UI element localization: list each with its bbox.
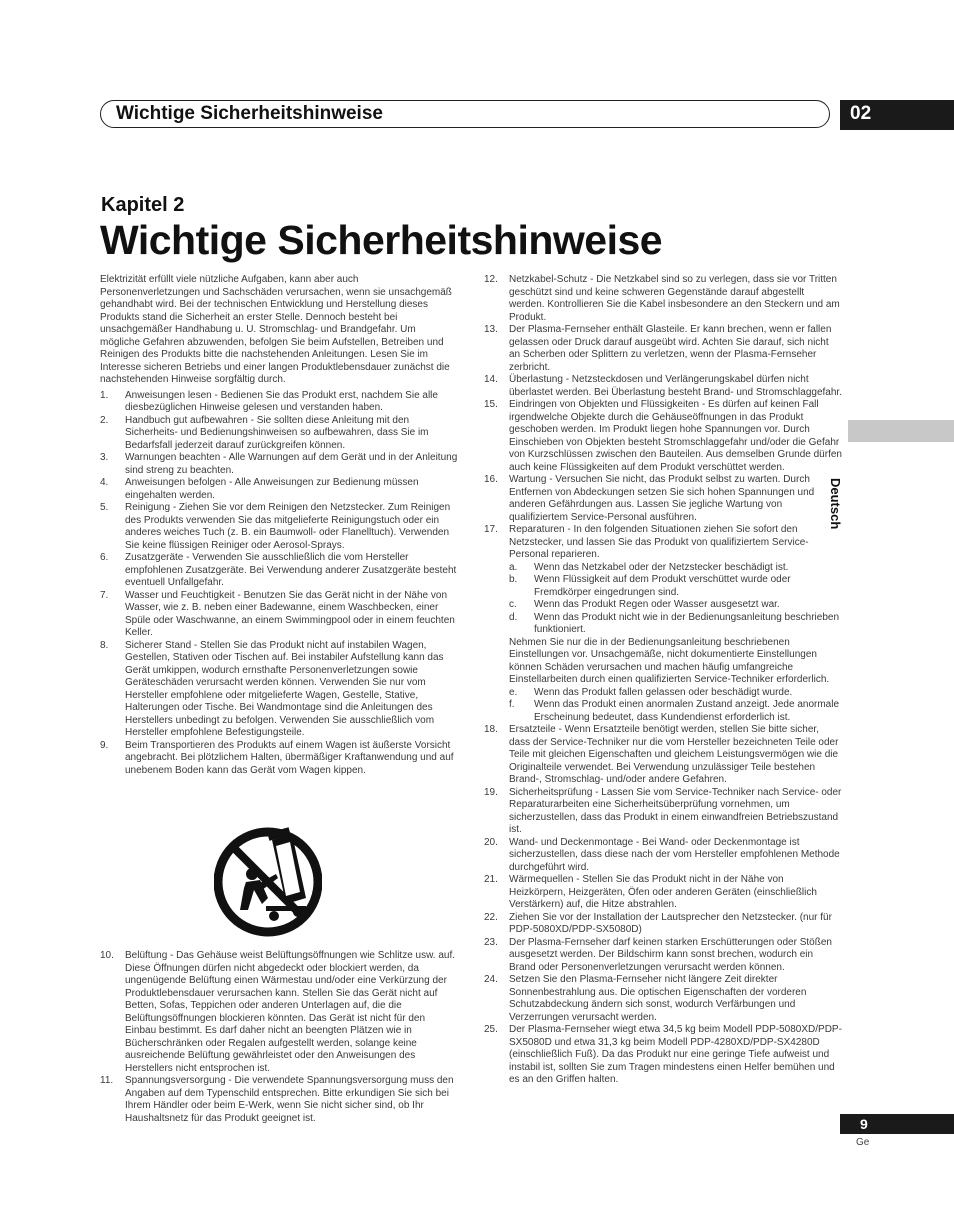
list-item (484, 374, 842, 399)
list-item (484, 1024, 842, 1087)
list-item-number: e. (509, 686, 518, 698)
list-item-text: Ziehen Sie vor der Installation der Lautsprecher den Netzstecker. (nur für PDP-5080XD/PDP-SX5080D) (509, 911, 832, 935)
list-item-number: 1. (100, 389, 109, 401)
sub-list-item (509, 612, 842, 637)
list-item (484, 474, 842, 524)
list-item-text: Reinigung - Ziehen Sie vor dem Reinigen den Netzstecker. Zum Reinigen des Produkts verwenden Sie das mitgelieferte Reinigungstuch oder ein anderes weiches Tuch (z. B. ein Baumwoll- oder Flanelltuch). Verwenden Sie keine flüssigen Reiniger oder Aerosol-Sprays. (125, 502, 451, 551)
list-item-number: 15. (484, 399, 498, 410)
list-item (484, 787, 842, 837)
list-item-text: Zusatzgeräte - Verwenden Sie ausschließlich die vom Hersteller empfohlenen Zusatzgeräte. Bei Verwendung anderer Zusatzgeräte besteht eventuell Unfallgefahr. (125, 552, 457, 588)
cart-tip-over-warning-icon (214, 818, 322, 938)
safety-list-18-25 (484, 724, 842, 1087)
list-item (484, 974, 842, 1024)
list-item (484, 912, 842, 937)
list-item-text: Reparaturen - In den folgenden Situationen ziehen Sie sofort den Netzstecker, und lassen Sie das Produkt von qualifiziertem Service-Personal reparieren. (509, 524, 809, 560)
sub-list-item (509, 562, 842, 575)
list-item-number: 5. (100, 502, 109, 513)
list-item-text: Der Plasma-Fernseher darf keinen starken Erschütterungen oder Stößen ausgesetzt werden. Der Bildschirm kann sonst brechen, wodurch ein Brand oder Personenverletzungen verursacht werden können. (509, 936, 832, 973)
list-item-text: Handbuch gut aufbewahren - Sie sollten diese Anleitung mit den Sicherheits- und Bedienungshinweisen so aufbewahren, dass Sie im Bedarfsfall jederzeit darauf zurückgreifen können. (125, 414, 429, 451)
safety-list-1-9 (100, 390, 458, 778)
sub-list-item (509, 574, 842, 599)
sub-list-item (509, 599, 842, 612)
list-item-number: 16. (484, 474, 498, 485)
list-item-text: Wenn das Produkt fallen gelassen oder beschädigt wurde. (534, 686, 793, 698)
list-item (484, 874, 842, 912)
list-item (484, 524, 842, 562)
list-item (484, 937, 842, 975)
list-item-text: Wartung - Versuchen Sie nicht, das Produkt selbst zu warten. Durch Entfernen von Abdeckungen setzen Sie sich hohen Spannungen und anderen Gefährdungen aus. Lassen Sie jegliche Wartung von qualifiziertem Service-Personal ausführen. (509, 474, 815, 523)
list-item-text: Sicherheitsprüfung - Lassen Sie vom Service-Techniker nach Service- oder Reparaturarbeiten eine Sicherheitsüberprüfung vornehmen, um sicherzustellen, dass das Produkt in einem einwandfreien Betriebszustand ist. (509, 786, 842, 835)
list-item-number: f. (509, 699, 515, 710)
list-item-text: Der Plasma-Fernseher enthält Glasteile. Er kann brechen, wenn er fallen gelassen oder Druck darauf ausgeübt wird. Achten Sie darauf, sich nicht an Scherben oder Splittern zu verletzen, wenn der Plasma-Fernseher zerbricht. (509, 324, 832, 373)
list-item-number: 25. (484, 1024, 498, 1035)
list-item-number: 22. (484, 911, 498, 923)
page-title: Wichtige Sicherheitshinweise (100, 217, 663, 263)
list-item-text: Wenn das Produkt nicht wie in der Bedienungsanleitung beschrieben funktioniert. (534, 611, 840, 635)
list-item (100, 415, 458, 453)
list-item-number: 2. (100, 414, 109, 426)
list-item (100, 552, 458, 590)
list-item-text: Spannungsversorgung - Die verwendete Spannungsversorgung muss den Angaben auf dem Typenschild entsprechen. Bitte erkundigen Sie sich bei Ihrem Händler oder beim E-Werk, wenn Sie nicht sicher sind, ob Ihr Haushaltsnetz für das Produkt geeignet ist. (125, 1075, 454, 1124)
list-item-number: b. (509, 574, 518, 585)
list-item-text: Überlastung - Netzsteckdosen und Verlängerungskabel dürfen nicht überlastet werden. Bei Überlastung besteht Brand- und Stromschlaggefahr. (509, 374, 842, 398)
intro-paragraph: Elektrizität erfüllt viele nützliche Aufgaben, kann aber auch Personenverletzungen und Sachschäden verursachen, wenn sie unsachgemäß gehandhabt wird. Bei der technischen Entwicklung und Herstellung dieses Produkts stand die Sicherheit an erster Stelle. Dennoch besteht bei unsachgemäßer Handhabung u. U. Stromschlag- und Brandgefahr. Um mögliche Gefahren abzuwenden, befolgen Sie beim Aufstellen, Betreiben und Reinigen des Produkts bitte die nachstehenden Anleitungen. Lesen Sie im Interesse sicheren Betriebs und einer langen Produktlebensdauer zunächst die nachstehenden Hinweise sorgfältig durch. (100, 274, 452, 385)
list-item (100, 740, 458, 778)
list-item-number: 18. (484, 724, 498, 735)
list-item (100, 590, 458, 640)
chapter-number: 02 (850, 103, 872, 124)
list-item-number: 11. (100, 1075, 114, 1086)
list-item (484, 724, 842, 787)
list-item-number: 13. (484, 324, 498, 335)
left-column (100, 274, 458, 777)
list-item-text: Warnungen beachten - Alle Warnungen auf dem Gerät und in der Anleitung sind streng zu beachten. (125, 452, 458, 476)
list-item-text: Ersatzteile - Wenn Ersatzteile benötigt werden, stellen Sie bitte sicher, dass der Service-Techniker nur die vom Hersteller bezeichneten Teile oder Teile mit gleichen Eigenschaften und gleichem Leistungsvermögen wie die Originalteile verwendet. Bei Verwendung unzulässiger Teile bestehen Brand-, Stromschlag- und/oder andere Gefahren. (509, 724, 839, 785)
page-language-code: Ge (856, 1137, 870, 1148)
safety-list-10-11 (100, 950, 458, 1125)
list-item-text: Anweisungen befolgen - Alle Anweisungen zur Bedienung müssen eingehalten werden. (125, 477, 419, 501)
sub-list-item (509, 687, 842, 700)
list-item-text: Beim Transportieren des Produkts auf einem Wagen ist äußerste Vorsicht angebracht. Bei plötzlichem Halten, übermäßiger Kraftanwendung und auf unebenem Boden kann das Gerät vom Wagen kippen. (125, 739, 454, 776)
list-item-text: Eindringen von Objekten und Flüssigkeiten - Es dürfen auf keinen Fall irgendwelche Objekte durch die Gehäuseöffnungen in das Produkt geschoben werden. Im Produkt liegen hohe Spannungen vor. Durch Einschieben von Objekten besteht Stromschlaggefahr und/oder die Gefahr von Kurzschlüssen zwischen den Bauteilen. Aus demselben Grunde dürfen auch keine Flüssigkeiten auf dem Produkt verschüttet werden. (509, 399, 842, 473)
list-item-text: Setzen Sie den Plasma-Fernseher nicht längere Zeit direkter Sonnenbestrahlung aus. Die optischen Eigenschaften der vorderen Schutzabdeckung ändern sich sonst, wodurch Verfärbungen und Verzerrungen verursacht werden. (509, 974, 807, 1023)
list-item-text: Wenn das Netzkabel oder der Netzstecker beschädigt ist. (534, 561, 789, 573)
list-item (100, 502, 458, 552)
list-item (100, 452, 458, 477)
list-item (484, 399, 842, 474)
list-item (100, 477, 458, 502)
list-item (100, 950, 458, 1075)
right-column (484, 274, 842, 1087)
chapter-label: Kapitel 2 (101, 194, 185, 216)
list-item-number: 12. (484, 274, 498, 285)
list-item-number: 9. (100, 739, 109, 751)
list-item-number: 7. (100, 589, 109, 601)
list-item-number: 4. (100, 477, 109, 488)
list-item-number: a. (509, 561, 518, 573)
list-item-text: Sicherer Stand - Stellen Sie das Produkt nicht auf instabilen Wagen, Gestellen, Stativen oder Tischen auf. Bei instabiler Aufstellung kann das Gerät umkippen, wodurch ernsthafte Personenverletzungen sowie Geräteschäden verursacht werden können. Verwenden Sie nur vom Hersteller empfohlene oder mitgelieferte Wagen, Gestelle, Stative, Halterungen oder Tische. Bei Wandmontage sind die Anleitungen des Herstellers unbedingt zu befolgen. Verwenden Sie ausschließlich vom Hersteller empfohlene Befestigungsteile. (125, 639, 444, 738)
header-title: Wichtige Sicherheitshinweise (116, 103, 383, 124)
list-item (484, 324, 842, 374)
list-item-number: 8. (100, 639, 109, 651)
list-item (100, 640, 458, 740)
list-item (484, 274, 842, 324)
list-item-number: 17. (484, 524, 498, 535)
page-number: 9 (860, 1116, 868, 1132)
list-item-number: d. (509, 611, 518, 623)
list-item-text: Der Plasma-Fernseher wiegt etwa 34,5 kg beim Modell PDP-5080XD/PDP-SX5080D und etwa 31,3 kg beim Modell PDP-4280XD/PDP-SX4280D (einschließlich Fuß). Da das Produkt nur eine geringe Tiefe aufweist und instabil ist, sollten Sie zum Tragen mindestens einen Helfer bemühen und es an den Griffen halten. (509, 1024, 842, 1085)
list-item-number: 14. (484, 374, 498, 385)
list-item (484, 837, 842, 875)
list-item-number: 24. (484, 974, 498, 985)
list-item-text: Wand- und Deckenmontage - Bei Wand- oder Deckenmontage ist sicherzustellen, dass diese nach der vom Hersteller empfohlenen Methode durchgeführt wird. (509, 836, 840, 873)
list-item-number: 21. (484, 874, 498, 885)
repair-note: Nehmen Sie nur die in der Bedienungsanleitung beschriebenen Einstellungen vor. Unsachgemäße, nicht dokumentierte Einstellungen können Schäden verursachen und machen häufig umfangreiche Einstellarbeiten durch einen qualifizierten Service-Techniker erforderlich. (509, 636, 830, 685)
list-item-text: Wenn Flüssigkeit auf dem Produkt verschüttet wurde oder Fremdkörper eingedrungen sind. (534, 574, 791, 598)
list-item-number: 23. (484, 936, 498, 948)
safety-list-12-17 (484, 274, 842, 562)
list-item-number: 6. (100, 552, 109, 563)
page-number-badge (840, 1114, 954, 1134)
list-item-text: Wenn das Produkt einen anormalen Zustand anzeigt. Jede anormale Erscheinung bedeutet, dass Kundendienst erforderlich ist. (534, 699, 840, 723)
repair-conditions-e-f (484, 687, 842, 725)
list-item-number: 3. (100, 452, 109, 463)
list-item-text: Belüftung - Das Gehäuse weist Belüftungsöffnungen wie Schlitze usw. auf. Diese Öffnungen dürfen nicht abgedeckt oder blockiert werden, da ungenügende Belüftung einen Wärmestau und/oder eine Verkürzung der Produktlebensdauer verursachen kann. Stellen Sie das Gerät nicht auf Betten, Sofas, Teppichen oder anderen Unterlagen auf, die die Belüftungsöffnungen blockieren könnten. Das Gerät ist nicht für den Einbau bestimmt. Es darf daher nicht an beengten Plätzen wie in Bücherschränken oder Regalen aufgestellt werden, solange keine ausreichende Belüftung gewährleistet oder den Anweisungen des Herstellers nicht entsprochen ist. (125, 950, 456, 1074)
language-label: Deutsch (828, 478, 843, 530)
list-item-text: Netzkabel-Schutz - Die Netzkabel sind so zu verlegen, dass sie vor Tritten geschützt sind und keine schweren Gegenstände darauf abgestellt werden. Kontrollieren Sie die Kabel insbesondere an den Steckern und am Produkt. (509, 274, 840, 323)
list-item-text: Wenn das Produkt Regen oder Wasser ausgesetzt war. (534, 599, 780, 610)
list-item-number: 20. (484, 836, 498, 848)
repair-conditions-a-d (484, 562, 842, 637)
list-item-text: Wärmequellen - Stellen Sie das Produkt nicht in der Nähe von Heizkörpern, Heizgeräten, Öfen oder anderen Geräten (einschließlich Verstärkern) auf, die Hitze abstrahlen. (509, 874, 817, 910)
list-item (100, 390, 458, 415)
list-item (100, 1075, 458, 1125)
language-tab (848, 420, 954, 442)
list-item-number: 19. (484, 786, 498, 798)
list-item-number: c. (509, 599, 517, 610)
list-item-text: Anweisungen lesen - Bedienen Sie das Produkt erst, nachdem Sie alle diesbezüglichen Hinweise gelesen und verstanden haben. (125, 389, 438, 413)
sub-list-item (509, 699, 842, 724)
list-item-number: 10. (100, 950, 114, 961)
list-item-text: Wasser und Feuchtigkeit - Benutzen Sie das Gerät nicht in der Nähe von Wasser, wie z. B. neben einer Badewanne, einem Waschbecken, einer Spüle oder Waschwanne, an einem Swimmingpool oder in einem feuchten Keller. (125, 589, 455, 638)
left-column-bottom (100, 950, 458, 1125)
